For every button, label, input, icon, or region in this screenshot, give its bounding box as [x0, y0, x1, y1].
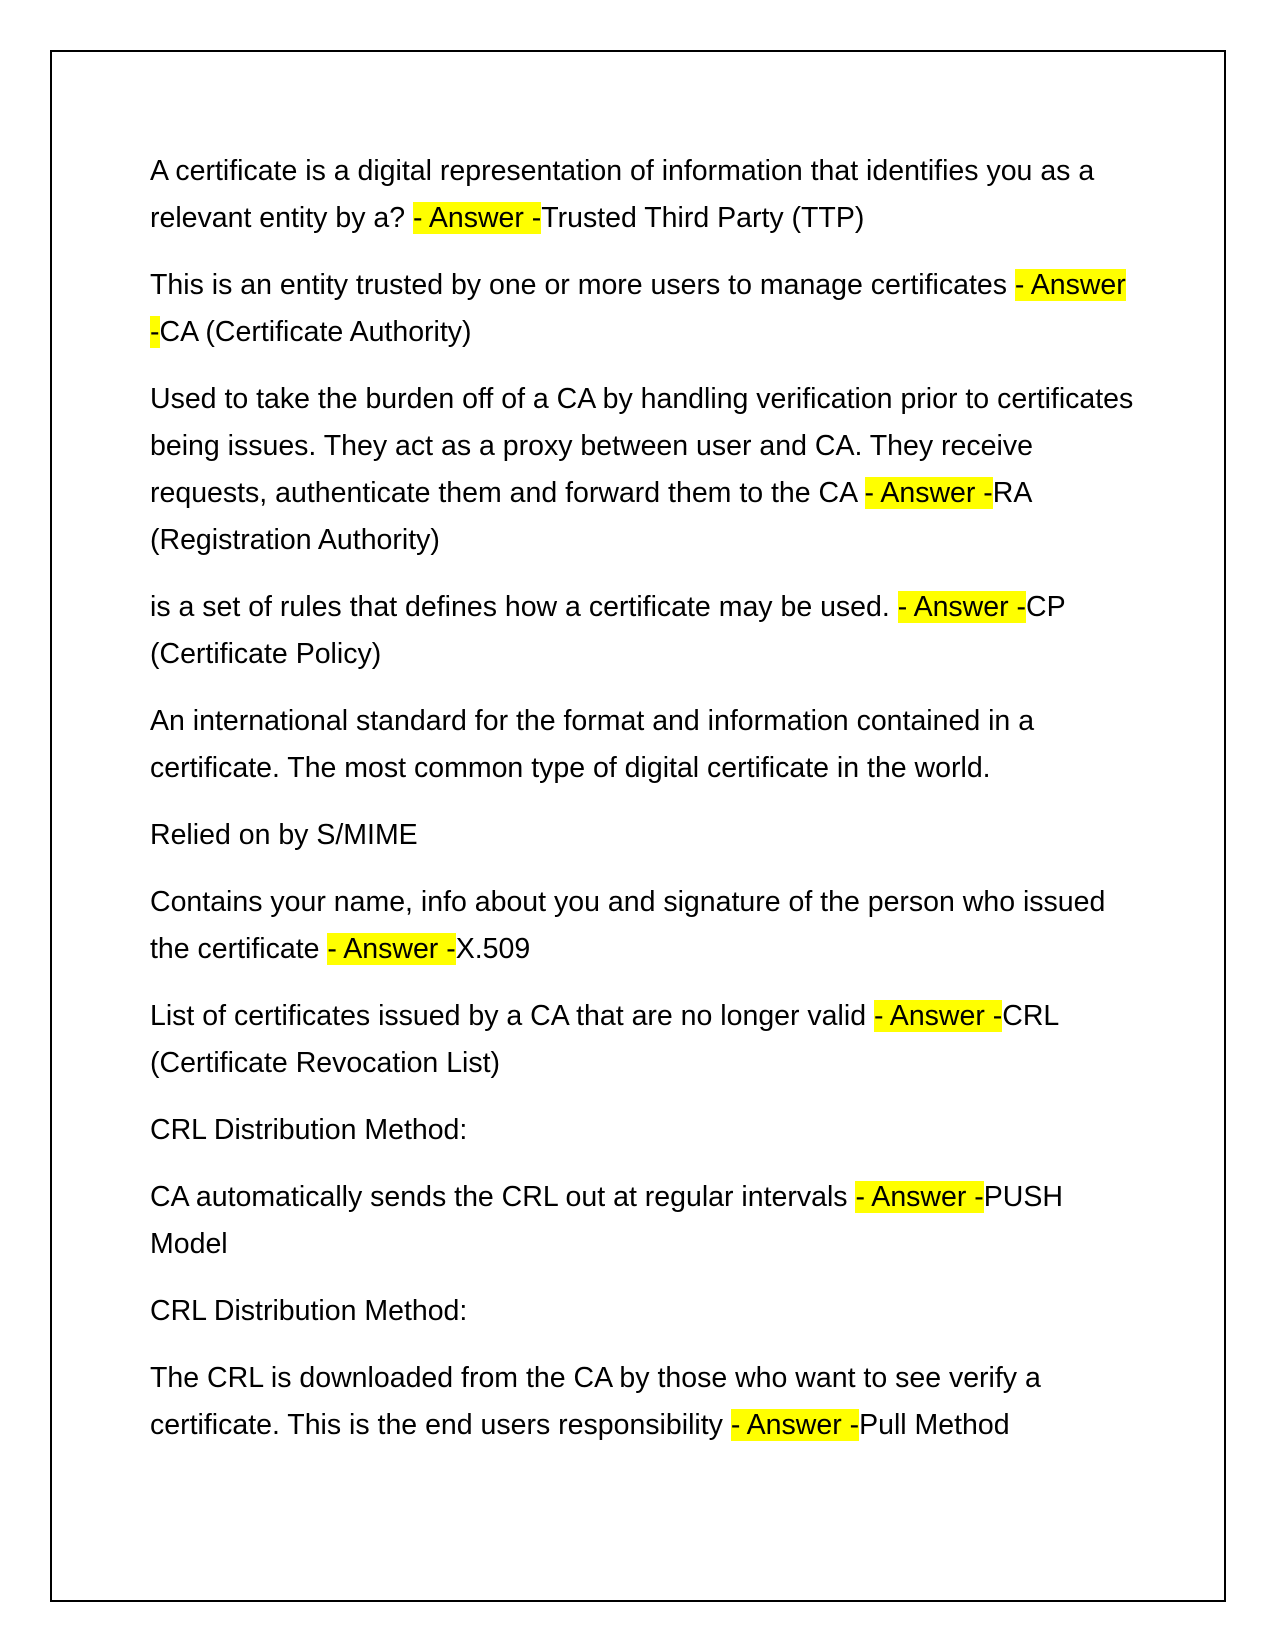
section-label: CRL Distribution Method: — [150, 1295, 468, 1327]
text-paragraph: An international standard for the format and information contained in a certificate. The most common type of digital certificate in the world. — [150, 705, 1035, 784]
answer-marker: - Answer - — [897, 591, 1027, 623]
qa-paragraph — [150, 584, 1140, 678]
answer-text: Pull Method — [859, 1409, 1010, 1441]
answer-text: RA (Registration Authority) — [150, 477, 1031, 556]
qa-paragraph — [150, 376, 1140, 564]
answer-marker: - Answer - — [864, 477, 993, 509]
qa-paragraph — [150, 1174, 1140, 1268]
qa-paragraph — [150, 148, 1140, 242]
answer-marker: - Answer - — [873, 1000, 1003, 1032]
question-text: Used to take the burden off of a CA by handling verification prior to certificates being issues. They act as a proxy between user and CA. They receive requests, authenticate them and forward them to the CA — [150, 383, 1134, 509]
answer-text: PUSH Model — [150, 1181, 1063, 1260]
answer-text: CP (Certificate Policy) — [150, 591, 1066, 670]
answer-text: X.509 — [455, 933, 531, 965]
question-text: is a set of rules that defines how a certificate may be used. — [150, 591, 898, 623]
question-text: Contains your name, info about you and signature of the person who issued the certificate — [150, 886, 1106, 965]
answer-marker: - Answer - — [327, 933, 456, 965]
question-text: This is an entity trusted by one or more users to manage certificates — [150, 269, 1015, 301]
qa-paragraph — [150, 262, 1140, 356]
answer-text: CRL (Certificate Revocation List) — [150, 1000, 1059, 1079]
answer-text: CA (Certificate Authority) — [159, 316, 472, 348]
answer-marker: - Answer - — [413, 202, 542, 234]
answer-marker: - Answer - — [855, 1181, 984, 1213]
qa-paragraph — [150, 1355, 1140, 1449]
question-text: List of certificates issued by a CA that are no longer valid — [150, 1000, 874, 1032]
answer-marker: - Answer - — [730, 1409, 860, 1441]
question-text: The CRL is downloaded from the CA by those who want to see verify a certificate. This is the end users responsibility — [150, 1362, 1041, 1441]
text-paragraph: Relied on by S/MIME — [150, 819, 418, 851]
section-label: CRL Distribution Method: — [150, 1114, 468, 1146]
question-text: CA automatically sends the CRL out at regular intervals — [150, 1181, 856, 1213]
document-body — [150, 148, 1140, 1469]
answer-text: Trusted Third Party (TTP) — [541, 202, 865, 234]
question-text: A certificate is a digital representation of information that identifies you as a relevant entity by a? — [150, 155, 1095, 234]
answer-marker: - Answer - — [150, 269, 1126, 348]
qa-paragraph — [150, 879, 1140, 973]
qa-paragraph — [150, 993, 1140, 1087]
